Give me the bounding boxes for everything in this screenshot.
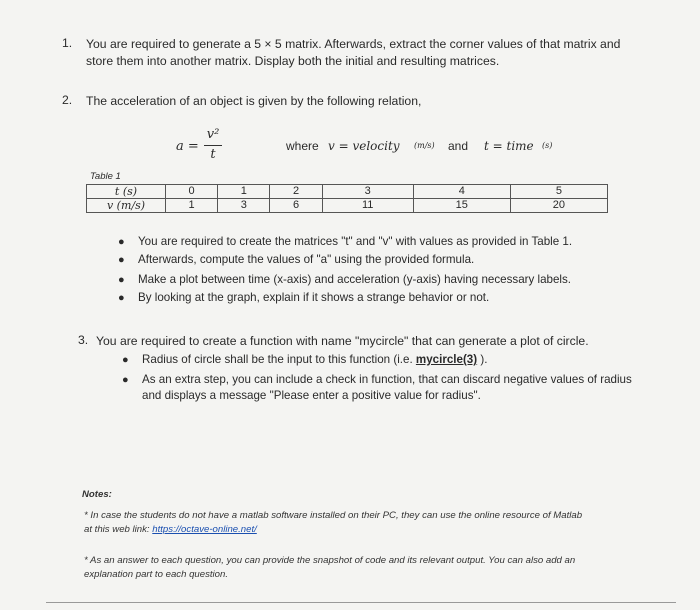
table-row-header: v (m/s) [87,199,166,213]
formula-t-unit: (s) [542,141,553,150]
table-caption: Table 1 [90,171,121,182]
formula-lhs: a = [176,139,199,154]
formula-t-def: t = time [484,139,534,153]
q3-intro: You are required to create a function with name "mycircle" that can generate a plot of circle. [96,334,589,348]
q3-bullet-1 [142,352,487,368]
note1-line1: * In case the students do not have a matlab software installed on their PC, they can use the online resource of Matlab [84,510,583,521]
formula-where: where [286,139,319,153]
q3-number: 3. [78,333,89,347]
table-cell: 2 [270,185,322,199]
q2-bullet: Afterwards, compute the values of "a" using the provided formula. [138,253,475,266]
q2-bullet: By looking at the graph, explain if it shows a strange behavior or not. [138,291,490,304]
formula-v-def: v = velocity [328,139,400,153]
q2-bullet: You are required to create the matrices "t" and "v" with values as provided in Table 1. [138,235,573,248]
q2-intro: The acceleration of an object is given by the following relation, [86,94,422,108]
table-row-header: t (s) [87,185,166,199]
q1-line2: store them into another matrix. Display both the initial and resulting matrices. [86,54,500,68]
table-cell: 0 [166,185,218,199]
q3-bullet2-line2: and displays a message "Please enter a positive value for radius". [142,389,481,402]
table-cell: 4 [413,185,510,199]
bullet-icon: ● [118,254,125,266]
q3-bullet1-prefix: Radius of circle shall be the input to this function (i.e. [142,353,416,366]
formula-denominator: t [210,147,216,162]
formula-v-unit: (m/s) [414,141,435,150]
table-cell: 3 [322,185,413,199]
bullet-icon: ● [122,374,129,386]
table-cell: 6 [270,199,322,213]
note-2 [84,554,575,582]
octave-online-link[interactable]: https://octave-online.net/ [152,524,257,535]
notes-heading: Notes: [82,489,112,500]
q3-bullet-2 [142,372,632,404]
fraction-bar [204,145,222,146]
note2-line2: explanation part to each question. [84,569,229,580]
table-cell: 1 [166,199,218,213]
q2-bullet: Make a plot between time (x-axis) and acceleration (y-axis) having necessary labels. [138,273,572,286]
q3-bullet2-line1: As an extra step, you can include a check in function, that can discard negative values of radius [142,373,632,386]
bullet-icon: ● [118,292,125,304]
mycircle-code: mycircle(3) [415,353,478,366]
data-table [86,184,608,213]
table-cell: 3 [218,199,270,213]
table-cell: 15 [413,199,510,213]
table-cell: 1 [218,185,270,199]
acceleration-formula [176,127,636,167]
table-cell: 20 [510,199,607,213]
q1-number: 1. [62,36,73,50]
table-row [87,199,608,213]
note2-line1: * As an answer to each question, you can provide the snapshot of code and its relevant output. You can also add an [84,555,576,566]
q2-number: 2. [62,93,73,107]
bullet-icon: ● [122,354,129,366]
q1-text [86,36,676,70]
q3-bullet1-suffix: ). [477,353,488,366]
note-1 [84,509,582,537]
table-cell: 11 [322,199,413,213]
note1-line2 [84,523,582,537]
bullet-icon: ● [118,274,125,286]
formula-numerator: v² [206,127,220,142]
bullet-icon: ● [118,236,125,248]
table-cell: 5 [510,185,607,199]
q1-line1: You are required to generate a 5 × 5 matrix. Afterwards, extract the corner values of that matrix and [86,37,621,51]
formula-and: and [448,139,469,153]
table-row [87,185,608,199]
note1-prefix: at this web link: [84,524,153,535]
